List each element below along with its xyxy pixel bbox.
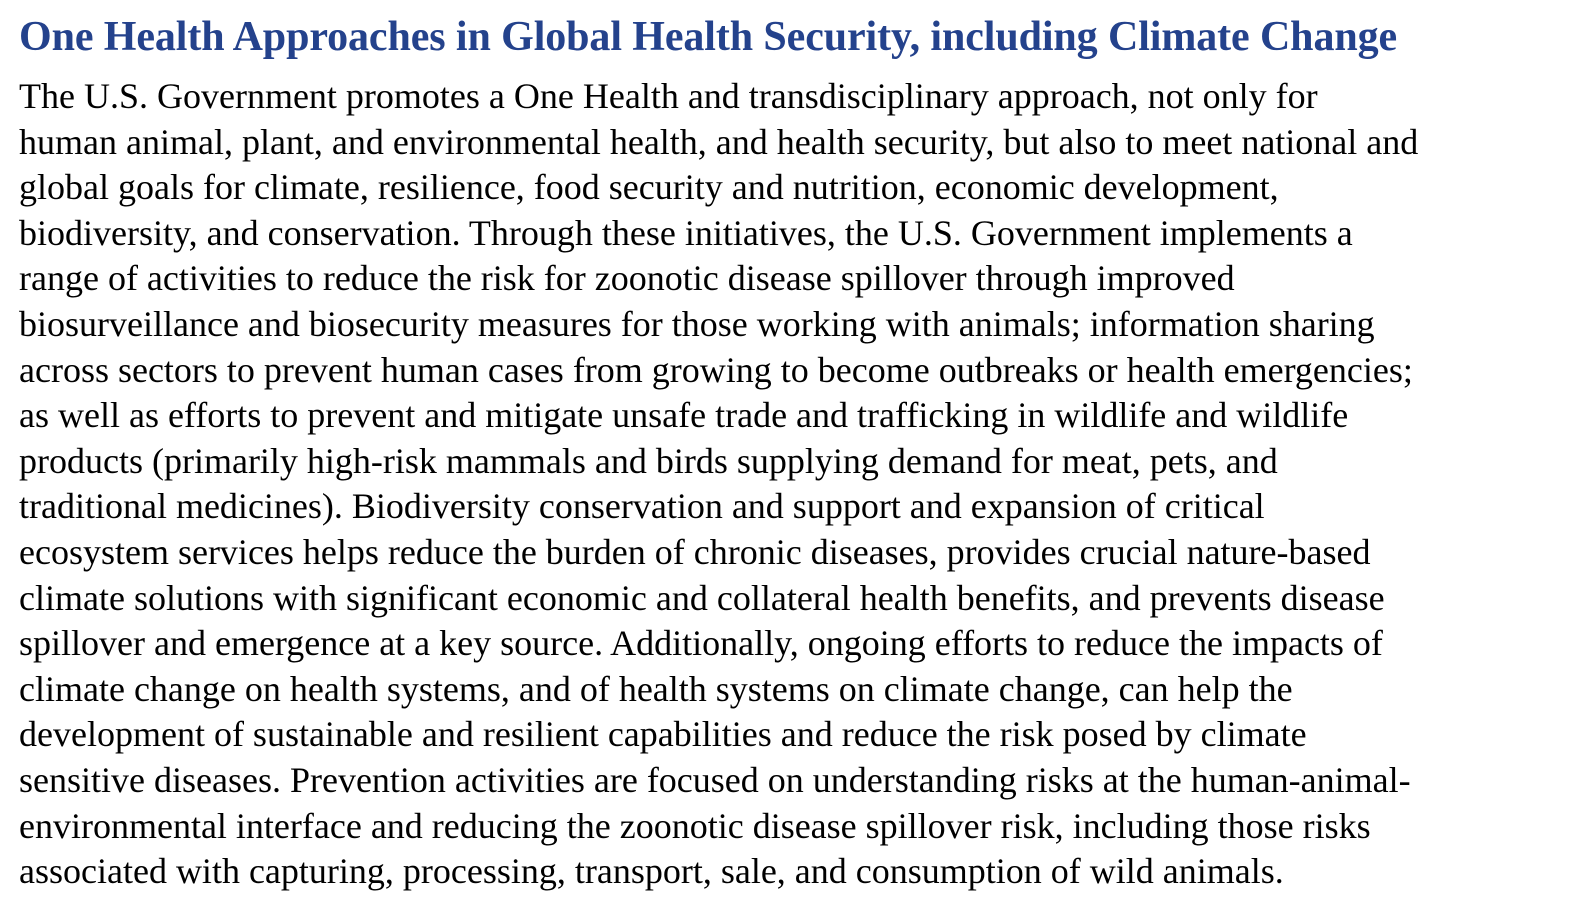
paragraph-line: ecosystem services helps reduce the burden of chronic diseases, provides crucial nature-based: [19, 531, 1371, 572]
document-section: [19, 8, 1579, 895]
paragraph-line: products (primarily high-risk mammals and birds supplying demand for meat, pets, and: [19, 440, 1278, 481]
paragraph-line: as well as efforts to prevent and mitigate unsafe trade and trafficking in wildlife and wildlife: [19, 395, 1349, 436]
paragraph-line: across sectors to prevent human cases from growing to become outbreaks or health emergencies;: [19, 349, 1413, 390]
paragraph-line: associated with capturing, processing, transport, sale, and consumption of wild animals.: [19, 851, 1284, 892]
paragraph-line: environmental interface and reducing the zoonotic disease spillover risk, including those risks: [19, 805, 1371, 846]
paragraph-line: traditional medicines). Biodiversity conservation and support and expansion of critical: [19, 486, 1265, 527]
paragraph-line: spillover and emergence at a key source. Additionally, ongoing efforts to reduce the impacts of: [19, 623, 1383, 664]
paragraph-line: development of sustainable and resilient capabilities and reduce the risk posed by climate: [19, 714, 1307, 755]
section-heading: One Health Approaches in Global Health Security, including Climate Change: [19, 14, 1398, 60]
paragraph-line: biosurveillance and biosecurity measures for those working with animals; information sharing: [19, 303, 1375, 344]
paragraph-line: sensitive diseases. Prevention activities are focused on understanding risks at the human-animal-: [19, 759, 1411, 800]
paragraph-line: climate change on health systems, and of health systems on climate change, can help the: [19, 668, 1293, 709]
paragraph-line: human animal, plant, and environmental health, and health security, but also to meet national and: [19, 121, 1419, 162]
section-paragraph: [19, 74, 1579, 895]
paragraph-line: biodiversity, and conservation. Through these initiatives, the U.S. Government implements a: [19, 212, 1353, 253]
paragraph-line: global goals for climate, resilience, food security and nutrition, economic development,: [19, 167, 1279, 208]
paragraph-line: The U.S. Government promotes a One Health and transdisciplinary approach, not only for: [19, 76, 1318, 116]
paragraph-line: range of activities to reduce the risk for zoonotic disease spillover through improved: [19, 258, 1235, 299]
paragraph-line: climate solutions with significant economic and collateral health benefits, and prevents disease: [19, 577, 1385, 618]
